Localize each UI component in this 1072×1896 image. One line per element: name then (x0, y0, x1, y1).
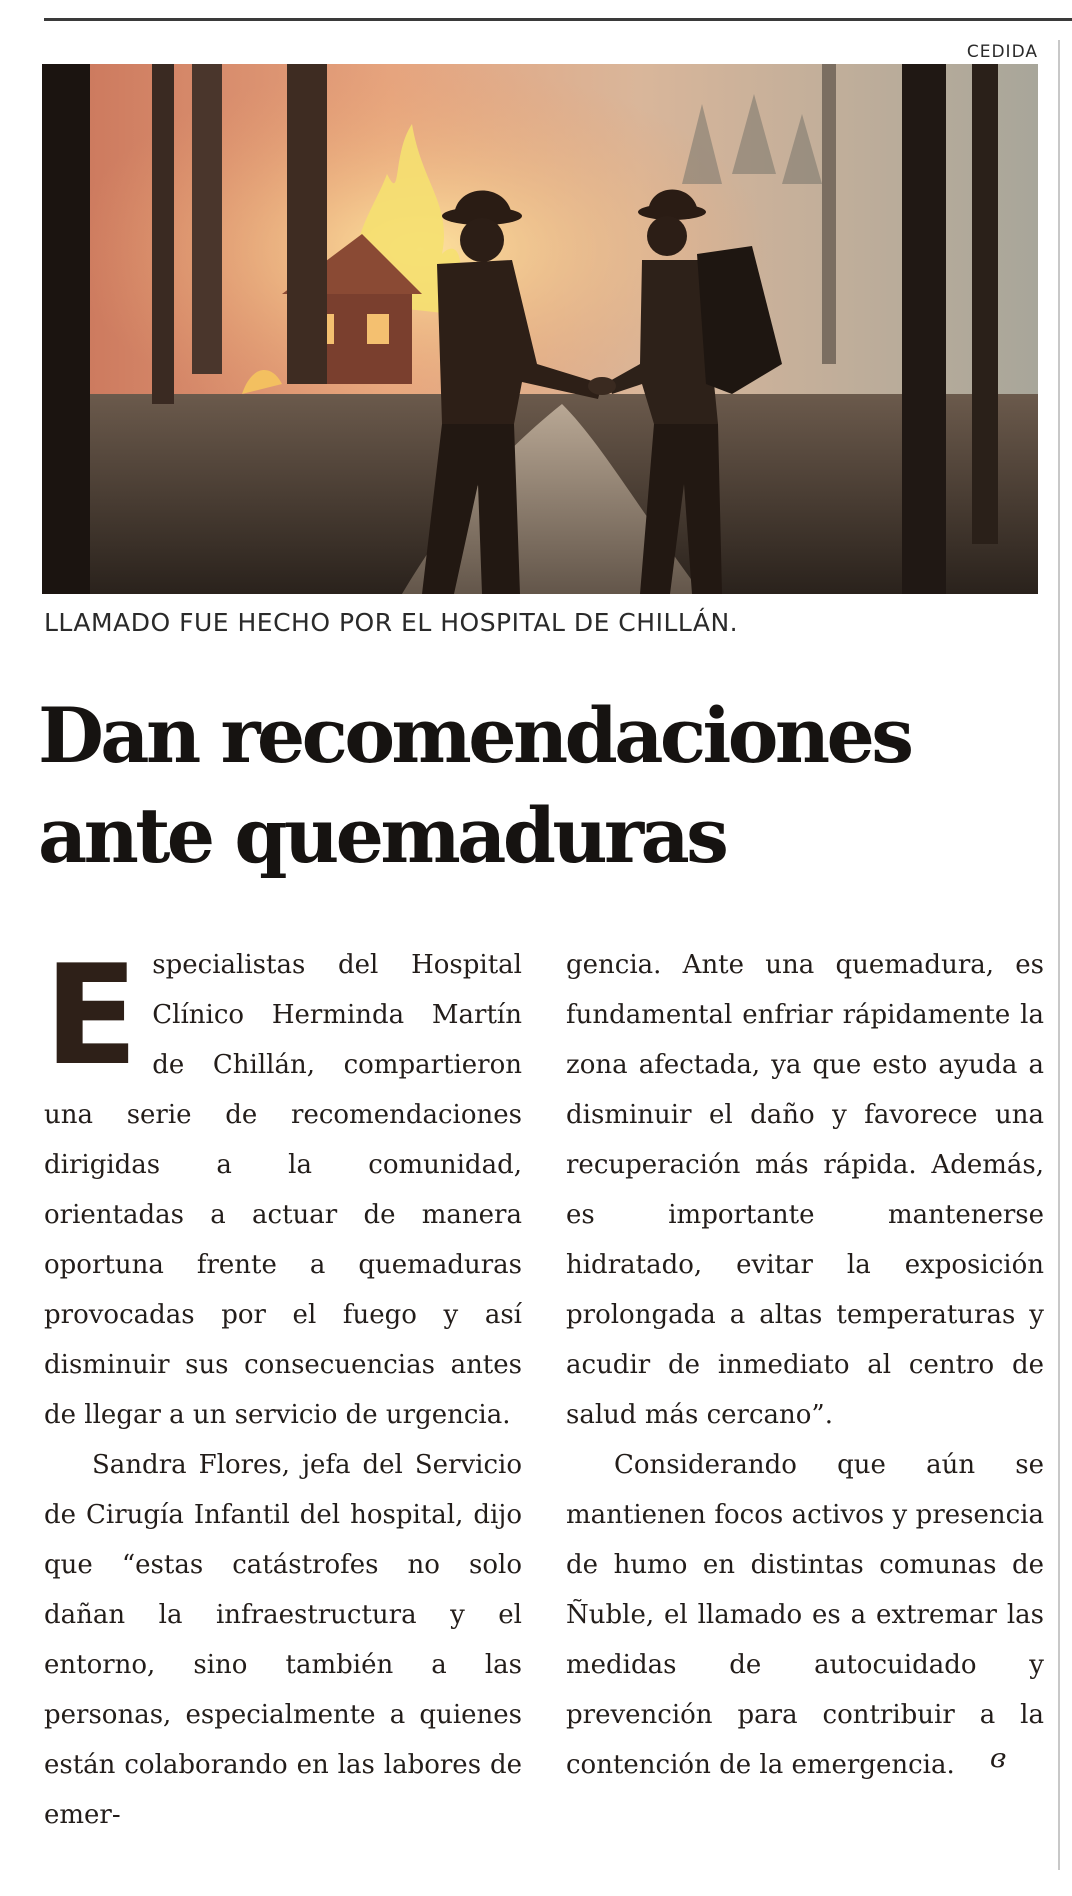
photo-caption: LLAMADO FUE HECHO POR EL HOSPITAL DE CHILLÁN. (44, 608, 739, 637)
paragraph-2: Sandra Flores, jefa del Servicio de Cirugía Infantil del hospital, dijo que “estas catástrofes no solo dañan la infraestructura y el entorno, sino también a las personas, especialmente a quienes están colaborando en las labores de emer- (44, 1450, 522, 1830)
column-rule (1058, 40, 1060, 1870)
firefighters-handshake-illustration (42, 64, 1038, 594)
article-photo (42, 64, 1038, 594)
paragraph-1 (44, 935, 522, 1440)
end-of-article-mark: ɞ (990, 1744, 1006, 1774)
paragraph-1-text: specialistas del Hospital Clínico Herminda Martín de Chillán, compartieron una serie de recomendaciones dirigidas a la comunidad, orientadas a actuar de manera oportuna frente a quemaduras provocadas por el fuego y así disminuir sus consecuencias antes de llegar a un servicio de urgencia. (44, 950, 522, 1430)
article-column-left (44, 935, 522, 1840)
photo-credit: CEDIDA (966, 42, 1038, 62)
article-column-right (566, 940, 1044, 1790)
paragraph-3: gencia. Ante una quemadura, es fundamental enfriar rápidamente la zona afectada, ya que esto ayuda a disminuir el daño y favorece una recuperación más rápida. Además, es importante mantenerse hidratado, evitar la exposición prolongada a altas temperaturas y acudir de inmediato al centro de salud más cercano”. (566, 950, 1044, 1430)
paragraph-4: Considerando que aún se mantienen focos activos y presencia de humo en distintas comunas de Ñuble, el llamado es a extremar las medidas de autocuidado y prevención para contribuir a la contención de la emergencia. (566, 1450, 1044, 1780)
drop-cap: E (44, 935, 139, 1096)
top-rule (44, 18, 1072, 21)
headline: Dan recomendaciones ante quemaduras (38, 691, 911, 880)
